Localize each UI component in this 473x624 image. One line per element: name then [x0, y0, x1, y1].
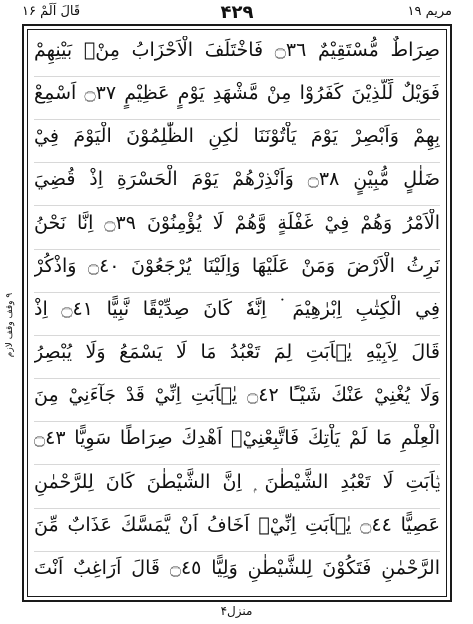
page-header: [22, 2, 452, 24]
surah-name: مریم ۱۹: [407, 4, 452, 19]
margin-note: [2, 210, 18, 440]
manzil-marker: منزل۴: [220, 604, 253, 618]
text-line-11: يٰۤاَبَتِ لَا تَعْبُدِ الشَّيْطٰنَ ۭ اِنَّ الشَّيْطٰنَ كَانَ لِلرَّحْمٰنِ: [34, 468, 440, 509]
text-line-2: فَوَيْلٌ لِّلَّذِيْنَ كَفَرُوْا مِنْ مَّشْهَدِ يَوْمٍ عَظِيْمٍ ۝٣٧ اَسْمِعْ: [34, 79, 440, 120]
text-line-1: صِرَاطٌ مُّسْتَقِيْمٌ ۝٣٦ فَاخْتَلَفَ الْاَحْزَابُ مِنْۢ بَيْنِهِمْ: [34, 36, 440, 77]
text-line-10: الْعِلْمِ مَا لَمْ يَاْتِكَ فَاتَّبِعْنِيْۤ اَهْدِكَ صِرَاطًا سَوِيًّا ۝٤٣: [34, 424, 440, 465]
text-line-13: الرَّحْمٰنِ فَتَكُوْنَ لِلشَّيْطٰنِ وَلِيًّا ۝٤٥ قَالَ اَرَاغِبٌ اَنْتَ: [34, 556, 440, 579]
page-number: ۴۲۹: [220, 2, 254, 23]
text-line-12: عَصِيًّا ۝٤٤ يٰۤاَبَتِ اِنِّيْۤ اَخَافُ اَنْ يَّمَسَّكَ عَذَابٌ مِّنَ: [34, 511, 440, 552]
verse-block: [34, 36, 440, 594]
juz-name: قَالَ اَلَمْ ۱۶: [22, 4, 81, 19]
text-line-6: نَرِثُ الْاَرْضَ وَمَنْ عَلَيْهَا وَاِلَيْنَا يُرْجَعُوْنَ ۝٤٠ وَاذْكُرْ: [34, 252, 440, 293]
text-line-4: ضَلٰلٍ مُّبِيْنٍ ۝٣٨ وَاَنْذِرْهُمْ يَوْمَ الْحَسْرَةِ اِذْ قُضِيَ: [34, 165, 440, 206]
text-line-3: بِهِمْ وَاَبْصِرْ يَوْمَ يَاْتُوْنَنَا لٰكِنِ الظّٰلِمُوْنَ الْيَوْمَ فِيْ: [34, 122, 440, 163]
text-frame: [22, 24, 452, 602]
text-line-8: قَالَ لِاَبِيْهِ يٰۤاَبَتِ لِمَ تَعْبُدُ مَا لَا يَسْمَعُ وَلَا يُبْصِرُ: [34, 338, 440, 379]
margin-note-text: ۹ وقف وقف لازم: [5, 292, 16, 358]
text-line-7: فِي الْكِتٰبِ اِبْرٰهِيْمَ ۬ اِنَّهٗ كَانَ صِدِّيْقًا نَّبِيًّا ۝٤١ اِذْ: [34, 295, 440, 336]
text-line-5: الْاَمْرُ وَهُمْ فِيْ غَفْلَةٍ وَّهُمْ لَا يُؤْمِنُوْنَ ۝٣٩ اِنَّا نَحْنُ: [34, 209, 440, 250]
text-line-9: وَلَا يُغْنِيْ عَنْكَ شَيْـًٔا ۝٤٢ يٰۤاَبَتِ اِنِّيْ قَدْ جَآءَنِيْ مِنَ: [34, 381, 440, 422]
